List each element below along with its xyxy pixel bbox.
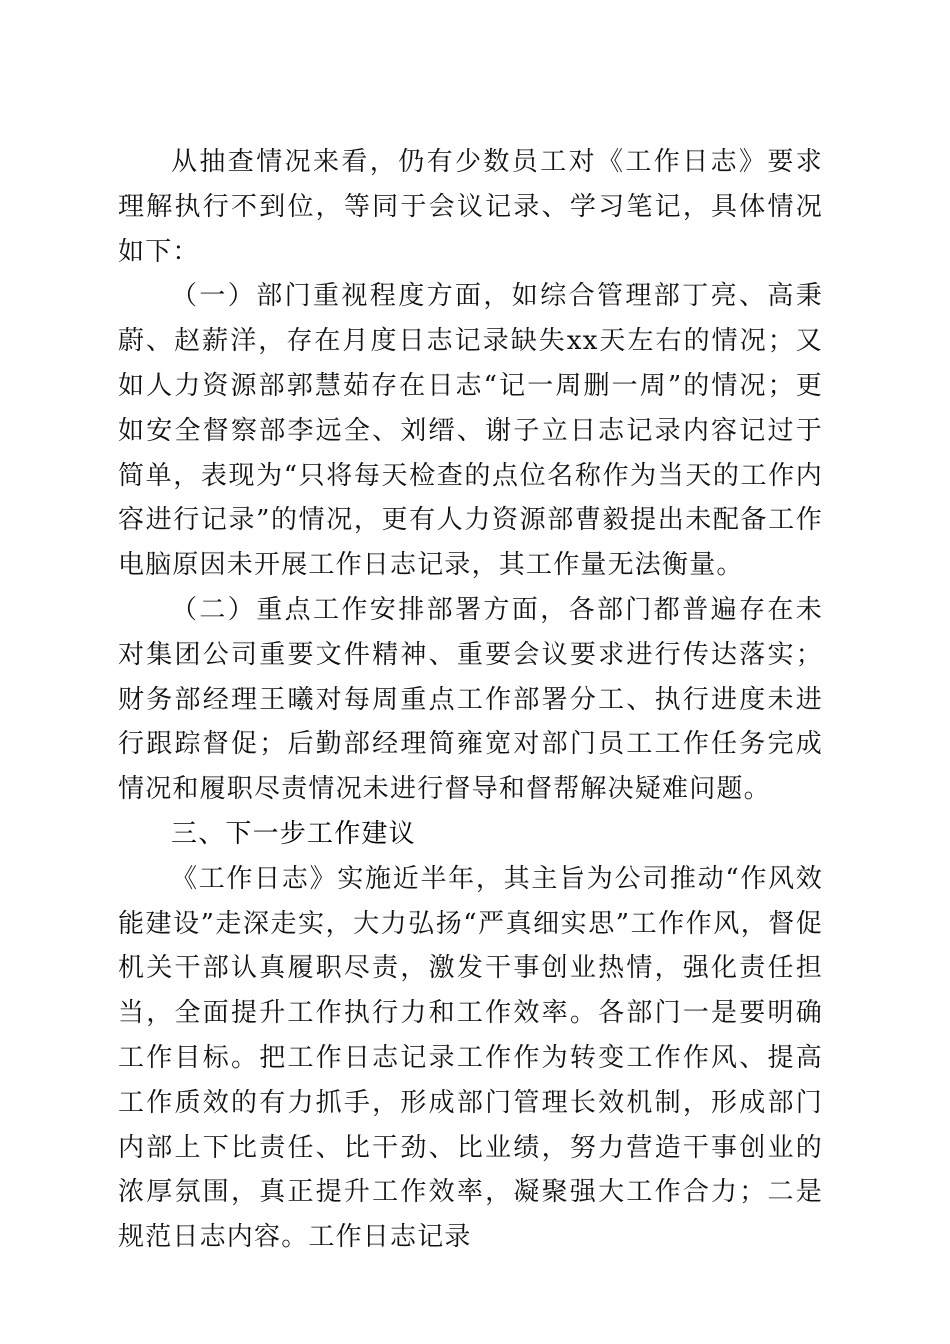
paragraph-next-steps: 《工作日志》实施近半年，其主旨为公司推动“作风效能建设”走深走实，大力弘扬“严真细实思”工作作风，督促机关干部认真履职尽责，激发干事创业热情，强化责任担当，全面提升工作执行力和工作效率。各部门一是要明确工作目标。把工作日志记录工作作为转变工作作风、提高工作质效的有力抓手，形成部门管理长效机制，形成部门内部上下比责任、比干劲、比业绩，努力营造干事创业的浓厚氛围，真正提升工作效率，凝聚强大工作合力；二是规范日志内容。工作日志记录 bbox=[118, 863, 823, 1253]
section-heading-next-steps: 三、下一步工作建议 bbox=[171, 818, 416, 849]
paragraph-intro: 从抽查情况来看，仍有少数员工对《工作日志》要求理解执行不到位，等同于会议记录、学习笔记，具体情况如下： bbox=[118, 147, 823, 267]
document-body bbox=[118, 140, 823, 1260]
paragraph-key-work-arrangement: （二）重点工作安排部署方面，各部门都普遍存在未对集团公司重要文件精神、重要会议要求进行传达落实；财务部经理王曦对每周重点工作部署分工、执行进度未进行跟踪督促；后勤部经理简雍宽对部门员工工作任务完成情况和履职尽责情况未进行督导和督帮解决疑难问题。 bbox=[118, 594, 823, 805]
paragraph-department-attention: （一）部门重视程度方面，如综合管理部丁亮、高秉蔚、赵薪洋，存在月度日志记录缺失xx天左右的情况；又如人力资源部郭慧茹存在日志“记一周删一周”的情况；更如安全督察部李远全、刘缙、谢子立日志记录内容记过于简单，表现为“只将每天检查的点位名称作为当天的工作内容进行记录”的情况，更有人力资源部曹毅提出未配备工作电脑原因未开展工作日志记录，其工作量无法衡量。 bbox=[118, 281, 823, 581]
